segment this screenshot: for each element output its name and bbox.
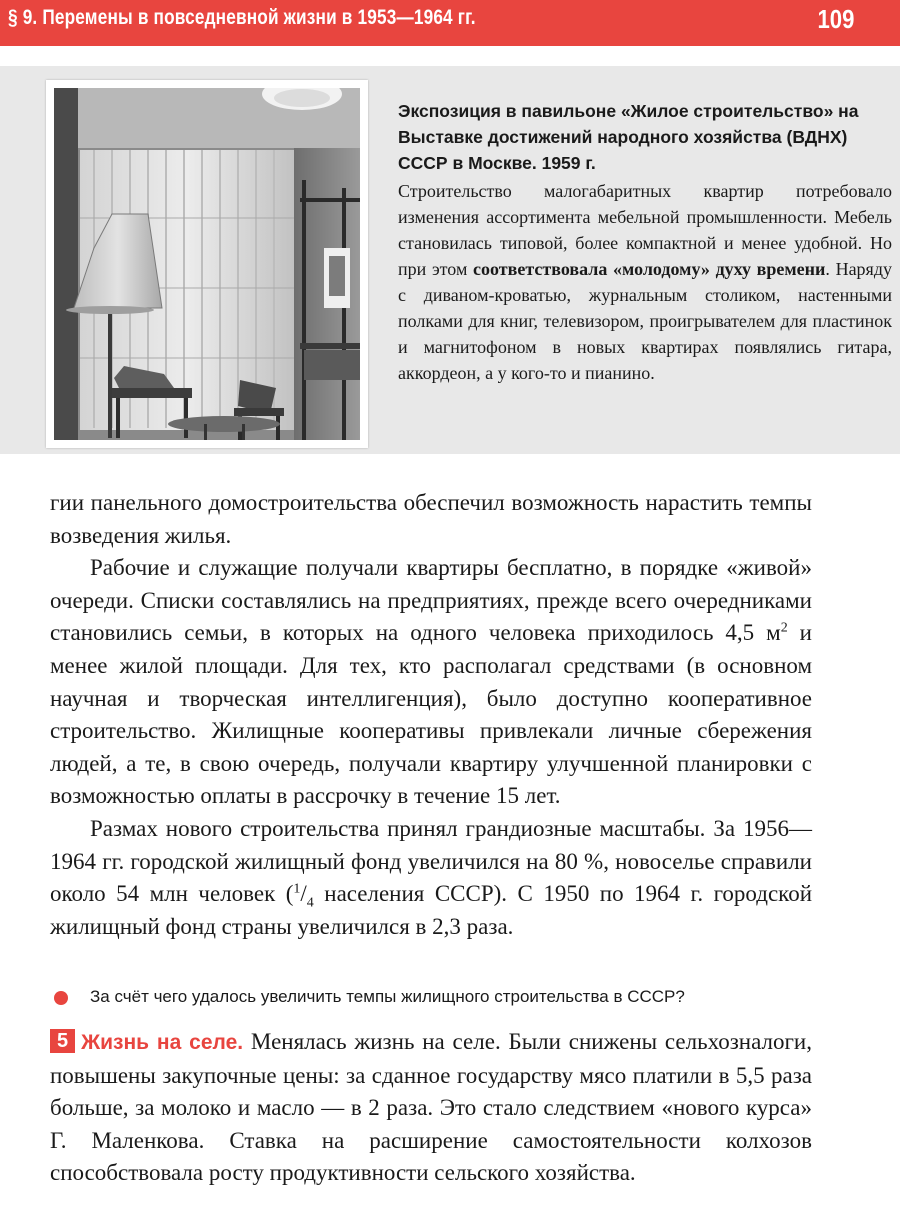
caption-body [398, 178, 892, 386]
fraction-numerator: 1 [293, 881, 301, 897]
paragraph-3-a: Размах нового строительства принял грандиозные масштабы. За 1956—1964 гг. городской жилищный фонд увеличился на 80 %, новоселье справили около 54 млн человек ( [50, 815, 812, 907]
main-text [50, 487, 812, 943]
section-5 [50, 1026, 812, 1190]
page-number: 109 [817, 4, 854, 34]
caption-body-part2: . Наряду с диваном-кроватью, журнальным столиком, настенными полками для книг, телевизором, проигрывателем для пластинок и магнитофоном в новых квартирах появлялись гитара, аккордеон, а у кого-то и пианино. [398, 259, 892, 383]
section-number-badge: 5 [50, 1029, 75, 1053]
fraction-denominator: 4 [306, 895, 314, 911]
section-text: Менялась жизнь на селе. Были снижены сельхозналоги, повышены закупочные цены: за сданное государству мясо платили в 5,5 раза больше, за молоко и масло — в 2 раза. Это стало следствием «нового курса» Г. Маленкова. Ставка на расширение самостоятельности колхозов способствовала росту продуктивности сельского хозяйства. [50, 1029, 812, 1186]
paragraph-3-b: населения СССР). С 1950 по 1964 г. городской жилищный фонд страны увеличился в 2,3 раза. [50, 881, 812, 939]
illustration-panel [0, 66, 900, 454]
review-question [50, 985, 850, 1009]
page-header [0, 0, 900, 46]
caption-body-part1: Строительство малогабаритных квартир потребовало изменения ассортимента мебельной промышленности. Мебель становилась типовой, более компактной и менее удобной. Но при этом [398, 181, 892, 279]
section-title: Жизнь на селе. [81, 1031, 244, 1054]
superscript-2: 2 [780, 620, 788, 636]
paragraph-2-b: и менее жилой площади. Для тех, кто располагал средствами (в основном научная и творческая интеллигенция), было доступно кооперативное строительство. Жилищные кооперативы привлекали личные сбережения людей, а те, в свою очередь, получали квартиру улучшенной планировки с возможностью оплаты в рассрочку в течение 15 лет. [50, 620, 812, 809]
exhibition-room-photo [54, 88, 360, 440]
photo-frame [46, 80, 368, 448]
paragraph-2-a: Рабочие и служащие получали квартиры бесплатно, в порядке «живой» очереди. Списки составлялись на предприятиях, прежде всего очередниками становились семьи, в которых на одного человека приходилось 4,5 м [50, 555, 812, 646]
caption-title: Экспозиция в павильоне «Жилое строительство» на Выставке достижений народного хозяйства (ВДНХ) СССР в Москве. 1959 г. [398, 101, 859, 173]
paragraph-2 [50, 552, 812, 813]
question-text: За счёт чего удалось увеличить темпы жилищного строительства в СССР? [90, 987, 685, 1006]
fraction-slash: / [300, 881, 307, 907]
chapter-title: § 9. Перемены в повседневной жизни в 1953—1964 гг. [8, 6, 476, 29]
question-bullet-icon [54, 991, 68, 1005]
caption-body-bold: соответствовала «молодому» духу времени [473, 259, 826, 279]
paragraph-1: гии панельного домостроительства обеспечил возможность нарастить темпы возведения жилья. [50, 490, 812, 548]
paragraph-3 [50, 813, 812, 943]
